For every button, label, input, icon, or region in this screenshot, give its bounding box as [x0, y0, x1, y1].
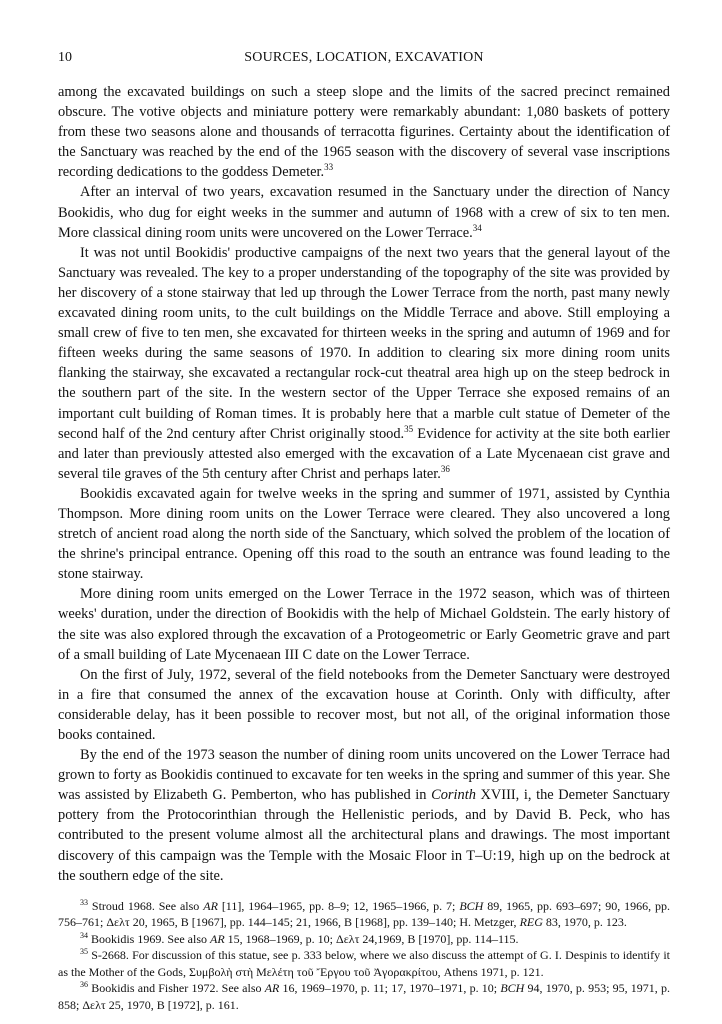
footnote-34 [58, 931, 670, 948]
footnote-number: 36 [80, 980, 88, 990]
italic-text: REG [519, 915, 543, 930]
paragraph [58, 584, 670, 664]
text-run: [11], 1964–1965, pp. 8–9; 12, 1965–1966, p. 7; [217, 898, 460, 913]
footnote-text [58, 948, 670, 979]
text-run: Bookidis and Fisher 1972. See also [91, 981, 265, 996]
text-run: XVIII, i, the Demeter Sanctuary pottery from the Protocorinthian through the Hellenistic periods, and by David B. Peck, who has contributed to the present volume almost all the architectural plans and drawings. The most important discovery of this campaign was the Temple with the Mosaic Floor in T–U:19, high up on the bedrock at the southern edge of the site. [58, 787, 670, 884]
footnote-reference: 33 [324, 162, 334, 173]
italic-text: BCH [500, 981, 525, 996]
footnotes [58, 898, 670, 1014]
text-run: 89, 1965, pp. 693–697; 90, 1966, pp. 756–761; Δελτ 20, 1965, B [1967], pp. 144–145; 21, 1966, B [1968], pp. 139–140; H. Metzger, [58, 898, 671, 930]
footnote-reference: 34 [472, 222, 482, 233]
running-head: SOURCES, LOCATION, EXCAVATION [244, 50, 484, 65]
text-run: 15, 1968–1969, p. 10; Δελτ 24,1969, B [1970], pp. 114–115. [224, 931, 519, 946]
text-run: By the end of the 1973 season the number of dining room units uncovered on the Lower Terrace had grown to forty as Bookidis continued to excavate for ten weeks in the spring and summer of this year. She was assisted by Elizabeth G. Pemberton, who has published in [58, 747, 670, 804]
page-number: 10 [58, 50, 72, 65]
text-run: 94, 1970, p. 953; 95, 1971, p. 858; Δελτ 25, 1970, B [1972], p. 161. [58, 981, 670, 1012]
book-page [58, 50, 670, 1013]
footnote-number: 33 [80, 897, 88, 907]
paragraph [58, 243, 670, 484]
italic-text: AR [264, 981, 280, 996]
footnote-number: 34 [80, 930, 88, 940]
text-run: Bookidis 1969. See also [91, 931, 210, 946]
footnote-reference: 36 [440, 463, 450, 474]
paragraph [58, 745, 670, 886]
italic-text: AR [203, 898, 218, 913]
text-run: Bookidis excavated again for twelve weeks in the spring and summer of 1971, assisted by Cynthia Thompson. More dining room units on the Lower Terrace were cleared. They also uncovered a long stretch of ancient road along the north side of the Sanctuary, which solved the problem of the location of the shrine's principal entrance. Opening off this road to the south an entrance was found leading to the stone stairway. [58, 485, 670, 583]
italic-text: Corinth [431, 787, 476, 804]
footnote-33 [58, 898, 670, 931]
text-run: Stroud 1968. See also [91, 898, 204, 913]
text-run: Evidence for activity at the site both earlier and later than previously attested also emerged with the excavation of a Late Mycenaean cist grave and several tile graves of the 5th century after Christ and perhaps later. [58, 425, 670, 482]
text-run: After an interval of two years, excavation resumed in the Sanctuary under the direction of Nancy Bookidis, who dug for eight weeks in the summer and autumn of 1968 with a crew of six to ten men. More classical dining room units were uncovered on the Lower Terrace. [58, 184, 670, 241]
footnote-number: 35 [80, 947, 88, 957]
text-run: S-2668. For discussion of this statue, see p. 333 below, where we also discuss the attempt of G. I. Despinis to identify it as the Mother of the Gods, Συμβολὴ στὴ Μελέτη τοῦ Ἔργου τοῦ Ἀγορακρίτου, Athens 1971, p. 121. [58, 948, 670, 979]
footnote-36 [58, 980, 670, 1013]
footnote-text [58, 981, 670, 1012]
text-run: 83, 1970, p. 123. [542, 915, 627, 930]
footnote-reference: 35 [404, 423, 414, 434]
italic-text: AR [210, 931, 225, 946]
footnote-text [58, 899, 670, 930]
text-run: among the excavated buildings on such a steep slope and the limits of the sacred precinct remained obscure. The votive objects and miniature pottery were remarkably abundant: 1,080 baskets of pottery from these two seasons alone and thousands of terracotta figurines. Certainty about the identification of the Sanctuary was reached by the end of the 1965 season with the discovery of several vase inscriptions recording dedications to the goddess Demeter. [58, 84, 670, 181]
text-run: More dining room units emerged on the Lower Terrace in the 1972 season, which was of thirteen weeks' duration, under the direction of Bookidis with the help of Michael Goldstein. The early history of the site was also explored through the excavation of a Protogeometric or Early Geometric grave and part of a small building of Late Mycenaean III C date on the Lower Terrace. [58, 586, 670, 663]
paragraph [58, 182, 670, 242]
text-run: It was not until Bookidis' productive campaigns of the next two years that the general layout of the Sanctuary was revealed. The key to a proper understanding of the topography of the site was provided by her discovery of a stone stairway that led up through the Lower Terrace from the north, past many newly excavated dining room units, to the cult buildings on the Middle Terrace and above. Still employing a small crew of five to ten men, she excavated for thirteen weeks in the spring and autumn of 1969 and for fifteen weeks during the same seasons of 1970. In addition to clearing six more dining room units flanking the stairway, she excavated a rectangular rock-cut theatral area high up on the steep bedrock in the southern part of the site. In the western sector of the Upper Terrace she exposed remains of an important cult building of Roman times. It is probably here that a marble cult statue of Demeter of the second half of the 2nd century after Christ originally stood. [58, 244, 670, 442]
paragraph [58, 484, 670, 584]
page-header [58, 50, 670, 70]
body-text [58, 82, 670, 886]
italic-text: BCH [459, 898, 484, 913]
footnote-text [91, 932, 519, 946]
paragraph [58, 82, 670, 182]
text-run: 16, 1969–1970, p. 11; 17, 1970–1971, p. 10; [279, 981, 501, 996]
paragraph [58, 665, 670, 745]
footnote-35 [58, 947, 670, 980]
text-run: On the first of July, 1972, several of the field notebooks from the Demeter Sanctuary were destroyed in a fire that consumed the annex of the excavation house at Corinth. Only with difficulty, after considerable delay, has it been possible to recover most, but not all, of the original information those books contained. [58, 666, 670, 743]
